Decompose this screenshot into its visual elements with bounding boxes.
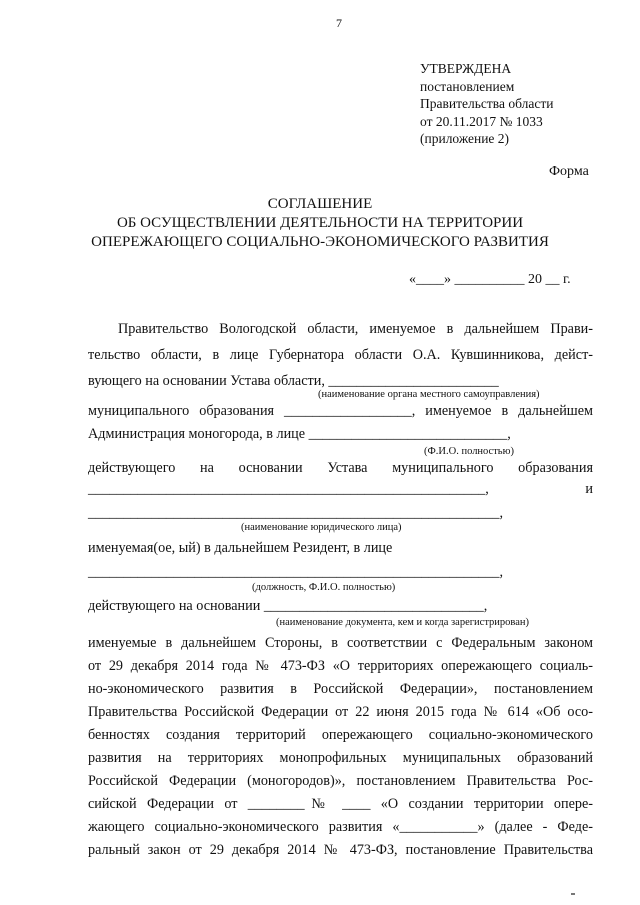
- body-line: но-экономического развития в Российской Федерации», постановлением: [88, 681, 593, 697]
- scan-speck: [571, 893, 575, 895]
- body-line: __________________________________________________________,: [88, 505, 503, 521]
- approval-line: постановлением: [420, 78, 515, 94]
- approval-line: (приложение 2): [420, 131, 510, 146]
- field-hint: (наименование документа, кем и когда зарегистрирован): [276, 617, 530, 628]
- title-line: СОГЛАШЕНИЕ: [267, 196, 373, 212]
- body-line: от 29 декабря 2014 года № 473-ФЗ «О территориях опережающего социаль-: [88, 658, 593, 674]
- body-line: развития на территориях монопрофильных муниципальных образований: [88, 750, 593, 766]
- approval-line: от 20.11.2017 № 1033: [420, 113, 543, 129]
- approval-line: Правительства области: [420, 96, 554, 111]
- field-hint: (Ф.И.О. полностью): [424, 446, 514, 457]
- body-line: Правительства Российской Федерации от 22 июня 2015 года № 614 «Об осо-: [88, 704, 593, 720]
- field-hint: (наименование юридического лица): [241, 522, 402, 533]
- title-line: ОБ ОСУЩЕСТВЛЕНИИ ДЕЯТЕЛЬНОСТИ НА ТЕРРИТОРИИ: [116, 215, 524, 231]
- body-line: бенностях создания территорий опережающего социально-экономического: [88, 727, 593, 743]
- body-line: вующего на основании Устава области, ________________________: [88, 373, 499, 389]
- field-hint: (должность, Ф.И.О. полностью): [252, 582, 396, 593]
- body-line: Российской Федерации (моногородов)», постановлением Правительства Рос-: [88, 773, 593, 789]
- body-line: жающего социально-экономического развития «___________» (далее - Феде-: [88, 819, 593, 835]
- body-line: Правительство Вологодской области, именуемое в дальнейшем Прави-: [118, 321, 593, 337]
- body-line: действующего на основании Устава муниципального образования: [88, 460, 593, 476]
- body-line: __________________________________________________________,: [88, 564, 503, 580]
- approval-block: [420, 60, 553, 148]
- body-line: ральный закон от 29 декабря 2014 № 473-ФЗ, постановление Правительства: [88, 842, 593, 858]
- field-hint: (наименование органа местного самоуправления): [318, 389, 540, 400]
- body-line: действующего на основании _______________________________,: [88, 598, 488, 614]
- title-line: ОПЕРЕЖАЮЩЕГО СОЦИАЛЬНО-ЭКОНОМИЧЕСКОГО РАЗВИТИЯ: [91, 234, 549, 250]
- body-line: тельство области, в лице Губернатора области О.А. Кувшинникова, дейст-: [88, 347, 593, 363]
- body-line: именуемые в дальнейшем Стороны, в соответствии с Федеральным законом: [88, 635, 593, 651]
- body-line: именуемая(ое, ый) в дальнейшем Резидент, в лице: [88, 540, 393, 556]
- date-line: «____» __________ 20 __ г.: [409, 272, 571, 287]
- body-line: сийской Федерации от ________№ ____ «О создании территории опере-: [88, 796, 593, 812]
- body-line: ________________________________________________________, и: [88, 481, 593, 497]
- approval-line: УТВЕРЖДЕНА: [420, 61, 512, 76]
- body-line: муниципального образования __________________, именуемое в дальнейшем: [88, 403, 593, 419]
- body-line: Администрация моногорода, в лице ____________________________,: [88, 426, 511, 442]
- page-number: 7: [336, 16, 342, 30]
- document-title: [0, 195, 640, 252]
- form-label: Форма: [549, 164, 589, 179]
